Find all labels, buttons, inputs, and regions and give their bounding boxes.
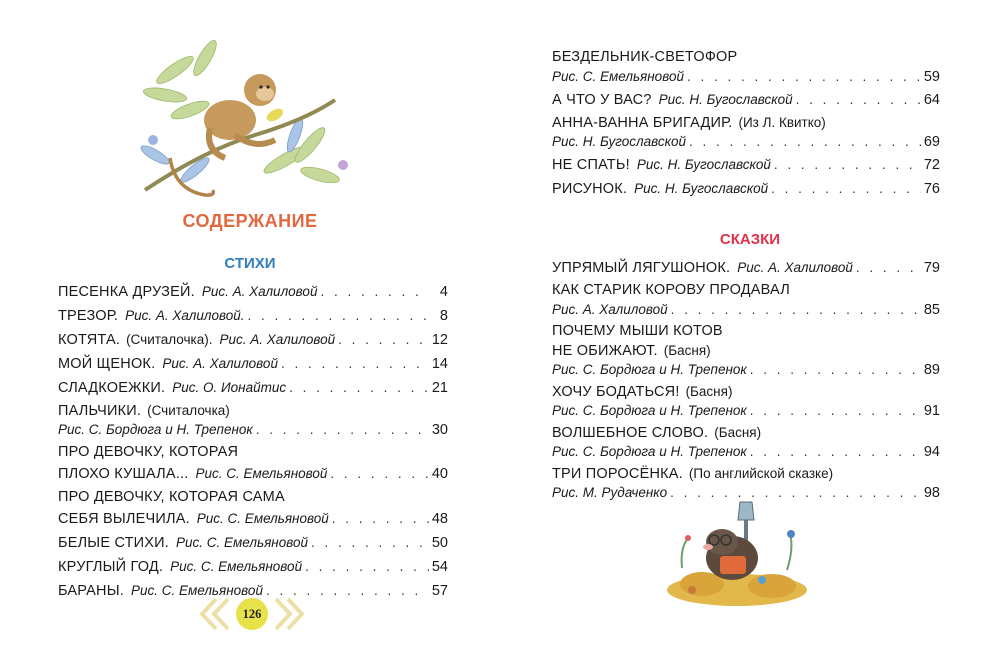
entry-note: (Считалочка). [126, 332, 213, 347]
leader-dots [750, 360, 921, 379]
list-item[interactable] [552, 113, 940, 151]
entry-note: (Басня) [714, 425, 762, 440]
toc-title: СОДЕРЖАНИЕ [182, 211, 318, 231]
entry-title: А ЧТО У ВАС? [552, 92, 652, 108]
entry-illustrator: Рис. А. Халиловой [737, 260, 853, 275]
entry-title: СЛАДКОЕЖКИ. [58, 380, 166, 396]
list-item[interactable] [552, 423, 940, 461]
leader-dots [248, 305, 429, 326]
poems-heading: СТИХИ [224, 255, 276, 272]
entry-page: 8 [439, 308, 448, 324]
leader-dots [289, 377, 429, 398]
page-number: 126 [236, 598, 268, 630]
list-item[interactable] [552, 322, 940, 379]
entry-note: (Из Л. Квитко) [738, 115, 826, 130]
list-item[interactable] [58, 401, 448, 439]
entry-title: БЕЛЫЕ СТИХИ. [58, 535, 170, 551]
list-item[interactable] [552, 154, 940, 175]
list-item[interactable] [552, 464, 940, 502]
page-number-badge [196, 595, 308, 633]
entry-page: 64 [923, 92, 940, 108]
entry-page: 54 [431, 559, 448, 575]
leader-dots [320, 281, 429, 302]
entry-title: КРУГЛЫЙ ГОД. [58, 559, 164, 575]
leader-dots [796, 89, 921, 110]
entry-page: 12 [431, 332, 448, 348]
entry-illustrator: Рис. С. Бордюга и Н. Трепенок [552, 444, 747, 459]
entry-title: ХОЧУ БОДАТЬСЯ! [552, 384, 680, 400]
entry-illustrator: Рис. Н. Бугославской [552, 134, 687, 149]
entry-title: СЕБЯ ВЫЛЕЧИЛА. [58, 511, 190, 527]
list-item[interactable] [58, 556, 448, 577]
list-item[interactable] [58, 281, 448, 302]
entry-illustrator: Рис. С. Бордюга и Н. Трепенок [58, 422, 253, 437]
list-item[interactable] [58, 532, 448, 553]
entry-title: БАРАНЫ. [58, 583, 124, 599]
entry-page: 69 [923, 134, 940, 150]
entry-page: 85 [923, 302, 940, 318]
entry-illustrator: Рис. Н. Бугославской [634, 181, 769, 196]
entry-title: БЕЗДЕЛЬНИК-СВЕТОФОР [552, 49, 738, 65]
entry-page: 14 [431, 356, 448, 372]
entry-note: (Считалочка) [147, 403, 230, 418]
list-item[interactable] [58, 305, 448, 326]
entry-page: 91 [923, 403, 940, 419]
entry-illustrator: Рис. А. Халиловой [162, 356, 278, 371]
entry-title: ПЛОХО КУШАЛА... [58, 466, 189, 482]
list-item[interactable] [58, 377, 448, 398]
entry-illustrator: Рис. О. Ионайтис [172, 380, 287, 395]
entry-page: 48 [431, 511, 448, 527]
entry-title: МОЙ ЩЕНОК. [58, 356, 156, 372]
entry-title: НЕ ОБИЖАЮТ. [552, 343, 658, 359]
leader-dots [256, 420, 429, 439]
mole-illustration [662, 498, 812, 610]
entry-note: (Басня) [685, 384, 733, 399]
entry-illustrator: Рис. А. Халиловой [552, 302, 668, 317]
leader-dots [750, 442, 921, 461]
leader-dots [689, 132, 921, 151]
monkey-illustration [135, 40, 350, 205]
leader-dots [750, 401, 921, 420]
entry-illustrator: Рис. С. Емельяновой [130, 583, 263, 598]
entry-title: ТРИ ПОРОСЁНКА. [552, 466, 683, 482]
entry-illustrator: Рис. С. Емельяновой [170, 559, 303, 574]
entry-page: 72 [923, 157, 940, 173]
leader-dots [771, 178, 921, 199]
leader-dots [671, 300, 921, 319]
entry-illustrator: Рис. Н. Бугославской [636, 157, 771, 172]
entry-title: ПРО ДЕВОЧКУ, КОТОРАЯ [58, 444, 239, 460]
entry-page: 98 [923, 485, 940, 501]
entry-illustrator: Рис. А. Халиловой. [125, 308, 245, 323]
entry-title: ПРО ДЕВОЧКУ, КОТОРАЯ САМА [58, 489, 285, 505]
entry-title: ТРЕЗОР. [58, 308, 119, 324]
entry-illustrator: Рис. Н. Бугославской [658, 92, 793, 107]
entry-page: 89 [923, 362, 940, 378]
entry-title: НЕ СПАТЬ! [552, 157, 630, 173]
entry-illustrator: Рис. С. Емельяновой [196, 511, 329, 526]
entry-page: 79 [923, 260, 940, 276]
entry-page: 50 [431, 535, 448, 551]
entry-illustrator: Рис. А. Халиловой [201, 284, 318, 299]
leader-dots [332, 508, 429, 529]
list-item[interactable] [552, 281, 940, 319]
leader-dots [305, 556, 429, 577]
list-item[interactable] [58, 442, 448, 484]
entry-title: ПОЧЕМУ МЫШИ КОТОВ [552, 323, 723, 339]
entry-page: 94 [923, 444, 940, 460]
entry-page: 76 [923, 181, 940, 197]
entry-title: КОТЯТА. [58, 332, 121, 348]
entry-title: КАК СТАРИК КОРОВУ ПРОДАВАЛ [552, 282, 790, 298]
entry-illustrator: Рис. М. Рудаченко [552, 485, 668, 500]
entry-page: 40 [431, 466, 448, 482]
list-item[interactable] [552, 382, 940, 420]
list-item[interactable] [58, 329, 448, 350]
poems-list [58, 281, 448, 604]
tales-heading: СКАЗКИ [719, 231, 781, 248]
entry-title: ПЕСЕНКА ДРУЗЕЙ. [58, 284, 195, 300]
entry-illustrator: Рис. С. Бордюга и Н. Трепенок [552, 362, 747, 377]
entry-title: ВОЛШЕБНОЕ СЛОВО. [552, 425, 709, 441]
leader-dots [856, 257, 921, 278]
entry-title: ПАЛЬЧИКИ. [58, 403, 142, 419]
list-item[interactable] [552, 178, 940, 199]
entry-page: 59 [923, 69, 940, 85]
poems-continued-list [552, 48, 940, 202]
entry-page: 57 [431, 583, 448, 599]
entry-note: (По английской сказке) [688, 466, 834, 481]
list-item[interactable] [552, 257, 940, 278]
entry-title: РИСУНОК. [552, 181, 628, 197]
list-item[interactable] [58, 353, 448, 374]
entry-page: 4 [439, 284, 448, 300]
leader-dots [687, 67, 921, 86]
leader-dots [311, 532, 429, 553]
entry-title: АННА-ВАННА БРИГАДИР. [552, 115, 733, 131]
list-item[interactable] [552, 48, 940, 86]
tales-list [552, 257, 940, 505]
leader-dots [338, 329, 429, 350]
entry-title: УПРЯМЫЙ ЛЯГУШОНОК. [552, 260, 731, 276]
leader-dots [330, 463, 428, 484]
list-item[interactable] [552, 89, 940, 110]
entry-illustrator: Рис. С. Емельяновой [195, 466, 328, 481]
entry-illustrator: Рис. С. Емельяновой [552, 69, 684, 84]
leader-dots [281, 353, 429, 374]
entry-page: 30 [431, 422, 448, 438]
leader-dots [774, 154, 921, 175]
list-item[interactable] [58, 487, 448, 529]
entry-page: 21 [431, 380, 448, 396]
entry-note: (Басня) [663, 343, 711, 358]
entry-illustrator: Рис. С. Бордюга и Н. Трепенок [552, 403, 747, 418]
entry-illustrator: Рис. С. Емельяновой [176, 535, 308, 550]
entry-illustrator: Рис. А. Халиловой [219, 332, 336, 347]
